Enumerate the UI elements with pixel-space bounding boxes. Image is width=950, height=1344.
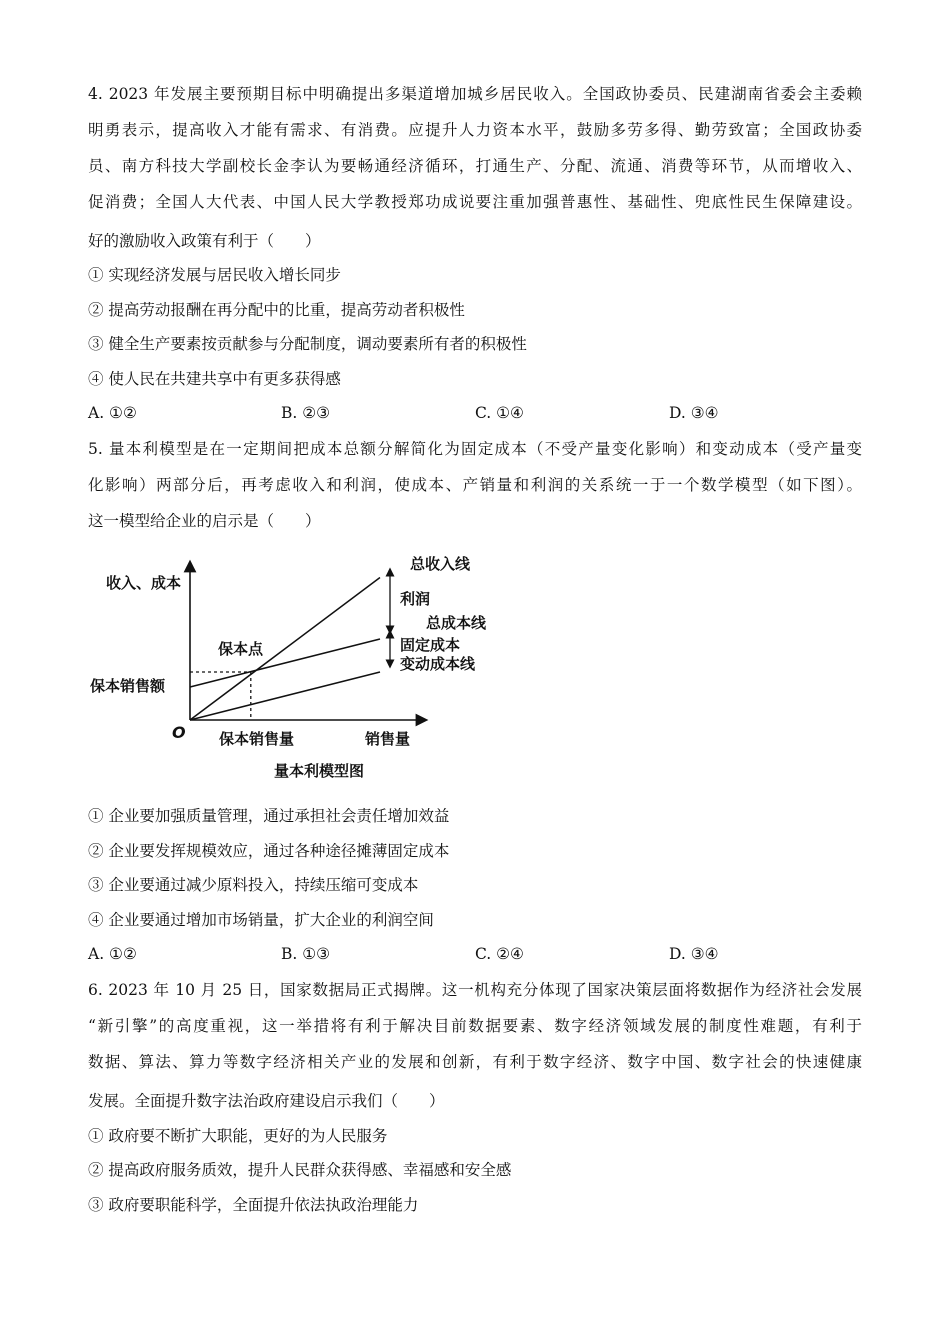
q4-option-4: ④ 使人民在共建共享中有更多获得感 bbox=[88, 370, 341, 388]
fixed-cost-label: 固定成本 bbox=[400, 636, 461, 654]
q6-stem-line-4: 发展。全面提升数字法治政府建设启示我们（ ） bbox=[88, 1092, 445, 1110]
q6-option-3: ③ 政府要职能科学，全面提升依法执政治理能力 bbox=[88, 1196, 419, 1214]
chart-title: 量本利模型图 bbox=[274, 762, 365, 780]
q6-option-2: ② 提高政府服务质效，提升人民群众获得感、幸福感和安全感 bbox=[88, 1161, 512, 1179]
q4-choice-b: B. ②③ bbox=[281, 404, 331, 422]
q6-stem-line-3: 数据、算法、算力等数字经济相关产业的发展和创新，有利于数字经济、数字中国、数字社会的快速健康 bbox=[88, 1053, 862, 1071]
q6-stem-line-2: “新引擎”的高度重视，这一举措将有利于解决目前数据要素、数字经济领域发展的制度性难题，有利于 bbox=[88, 1017, 862, 1035]
variable-cost-line-label: 变动成本线 bbox=[400, 655, 476, 673]
q5-option-3: ③ 企业要通过减少原料投入，持续压缩可变成本 bbox=[88, 876, 419, 894]
q6-option-1: ① 政府要不断扩大职能，更好的为人民服务 bbox=[88, 1127, 388, 1145]
q4-choice-c: C. ①④ bbox=[475, 404, 524, 422]
breakeven-point-label: 保本点 bbox=[218, 640, 264, 658]
origin-label: O bbox=[172, 723, 186, 742]
y-axis-label: 收入、成本 bbox=[106, 574, 182, 592]
q4-option-1: ① 实现经济发展与居民收入增长同步 bbox=[88, 266, 341, 284]
q5-stem-line-3: 这一模型给企业的启示是（ ） bbox=[88, 512, 321, 530]
q4-stem-line-1: 4. 2023 年发展主要预期目标中明确提出多渠道增加城乡居民收入。全国政协委员、民建湖南省委会主委赖 bbox=[88, 85, 862, 103]
breakeven-sales-amount-label: 保本销售额 bbox=[90, 677, 166, 695]
q4-option-3: ③ 健全生产要素按贡献参与分配制度，调动要素所有者的积极性 bbox=[88, 335, 527, 353]
q5-choice-d: D. ③④ bbox=[669, 945, 719, 963]
q5-option-1: ① 企业要加强质量管理，通过承担社会责任增加效益 bbox=[88, 807, 450, 825]
q4-choice-a: A. ①② bbox=[88, 404, 137, 422]
q4-stem-line-5: 好的激励收入政策有利于（ ） bbox=[88, 232, 321, 250]
cost-volume-profit-chart bbox=[84, 548, 544, 788]
q5-choice-c: C. ②④ bbox=[475, 945, 524, 963]
q5-stem-line-2: 化影响）两部分后，再考虑收入和利润，使成本、产销量和利润的关系统一于一个数学模型（如下图）。 bbox=[88, 476, 862, 494]
x-axis-label: 销售量 bbox=[365, 730, 411, 748]
q4-stem-line-3: 员、南方科技大学副校长金李认为要畅通经济循环，打通生产、分配、流通、消费等环节，从而增收入、 bbox=[88, 157, 862, 175]
q4-stem-line-4: 促消费；全国人大代表、中国人民大学教授郑功成说要注重加强普惠性、基础性、兜底性民生保障建设。 bbox=[88, 193, 862, 211]
q5-choice-b: B. ①③ bbox=[281, 945, 331, 963]
q4-choice-d: D. ③④ bbox=[669, 404, 719, 422]
q5-choice-a: A. ①② bbox=[88, 945, 137, 963]
q4-stem-line-2: 明勇表示，提高收入才能有需求、有消费。应提升人力资本水平，鼓励多劳多得、勤劳致富；全国政协委 bbox=[88, 121, 862, 139]
q5-stem-line-1: 5. 量本利模型是在一定期间把成本总额分解简化为固定成本（不受产量变化影响）和变动成本（受产量变 bbox=[88, 440, 862, 458]
profit-label: 利润 bbox=[400, 590, 431, 608]
total-cost-line-label: 总成本线 bbox=[426, 614, 487, 632]
q4-option-2: ② 提高劳动报酬在再分配中的比重，提高劳动者积极性 bbox=[88, 301, 465, 319]
q5-option-4: ④ 企业要通过增加市场销量，扩大企业的利润空间 bbox=[88, 911, 434, 929]
q6-stem-line-1: 6. 2023 年 10 月 25 日，国家数据局正式揭牌。这一机构充分体现了国家决策层面将数据作为经济社会发展 bbox=[88, 981, 862, 999]
breakeven-sales-volume-label: 保本销售量 bbox=[219, 730, 295, 748]
total-revenue-line-label: 总收入线 bbox=[410, 555, 471, 573]
q5-option-2: ② 企业要发挥规模效应，通过各种途径摊薄固定成本 bbox=[88, 842, 450, 860]
